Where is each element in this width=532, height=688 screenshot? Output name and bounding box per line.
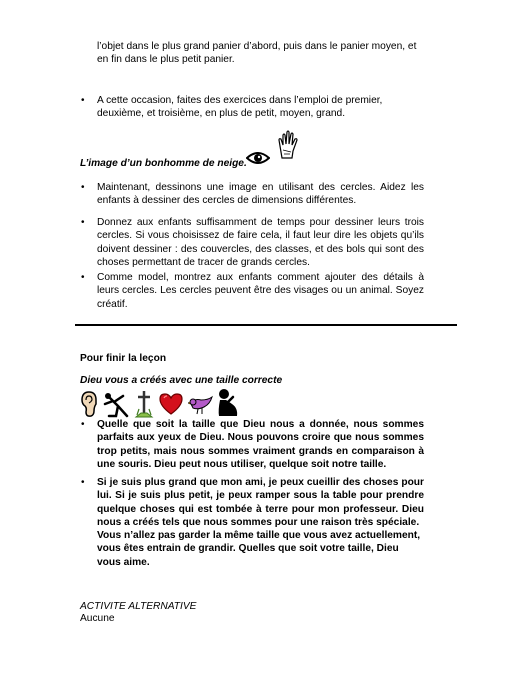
conclusion-heading: Pour finir la leçon	[80, 353, 167, 364]
conclusion-bullet-1: Quelle que soit la taille que Dieu nous a donnée, nous sommes parfaits aux yeux de Dieu. Nous pouvons croire que nous sommes trop petits, mais nous sommes vraiment grands en comparaison à une souris. Dieu peut nous utiliser, quelque soit notre taille.	[97, 419, 424, 471]
bullet-marker: •	[81, 272, 85, 283]
ear-icon	[80, 390, 100, 418]
bullet-marker: •	[81, 419, 85, 430]
hand-icon	[277, 130, 299, 160]
snowman-bullet-2: Donnez aux enfants suffisamment de temps pour dessiner leurs trois cercles. Si vous choisissez de faire cela, il faut leur dire les objets qu’ils doivent dessiner : des couvercles, des classes, et des bols qui sont des choses permettant de tracer de grands cercles.	[97, 217, 424, 269]
bullet-marker: •	[81, 182, 85, 193]
snowman-heading: L’image d’un bonhomme de neige.	[80, 158, 247, 169]
alternative-value: Aucune	[80, 613, 115, 624]
intro-continuation: l’objet dans le plus grand panier d’abord, puis dans le panier moyen, et en fin dans le plus petit panier.	[97, 41, 417, 66]
section-divider	[75, 324, 457, 326]
conclusion-closing: Vous n’allez pas garder la même taille que vous avez actuellement, vous êtes entrain de grandir. Quelles que soit votre taille, Dieu vous aime.	[97, 530, 421, 568]
heart-icon	[158, 392, 184, 416]
bird-icon	[188, 392, 214, 416]
bullet-marker: •	[81, 95, 85, 106]
praying-child-icon	[216, 388, 240, 418]
eye-icon	[246, 150, 270, 166]
conclusion-subheading: Dieu vous a créés avec une taille correcte	[80, 375, 283, 386]
stretching-person-icon	[103, 390, 129, 418]
bullet-marker: •	[81, 217, 85, 228]
bullet-marker: •	[81, 477, 85, 488]
snowman-bullet-3: Comme model, montrez aux enfants comment ajouter des détails à leurs cercles. Les cercles peuvent être des visages ou un animal. Soyez créatif.	[97, 272, 424, 310]
conclusion-bullet-2: Si je suis plus grand que mon ami, je peux cueillir des choses pour lui. Si je suis plus petit, je peux ramper sous la table pour prendre quelque choses qui est tombée à terre pour mon professeur. Dieu nous a créés tels que nous sommes pour une raison très spéciale.	[97, 477, 424, 529]
alternative-heading: ACTIVITE ALTERNATIVE	[80, 601, 197, 612]
intro-bullet: A cette occasion, faites des exercices dans l’emploi de premier, deuxième, et troisième, en plus de petit, moyen, grand.	[97, 95, 383, 120]
snowman-bullet-1: Maintenant, dessinons une image en utilisant des cercles. Aidez les enfants à dessiner des cercles de dimensions différentes.	[97, 182, 424, 207]
cross-icon	[133, 389, 155, 419]
